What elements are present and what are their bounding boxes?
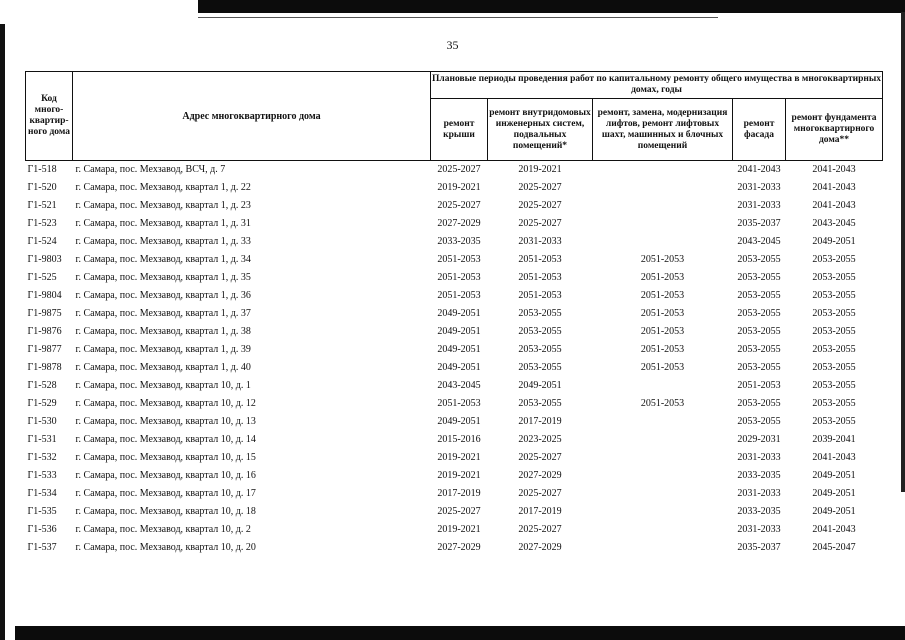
scan-border-right (901, 12, 905, 492)
header-foundation: ремонт фундамента многоквартирного дома** (786, 99, 883, 161)
cell-elevators (593, 413, 733, 431)
cell-elevators: 2051-2053 (640, 344, 685, 355)
header-roof: ремонт крыши (431, 99, 488, 161)
header-elevators: ремонт, замена, модернизация лифтов, ремонт лифтовых шахт, машинных и блочных помещений (593, 99, 733, 161)
cell-systems: 2051-2053 (518, 272, 562, 283)
cell-code: Г1-523 (27, 218, 57, 229)
cell-roof: 2033-2035 (437, 236, 481, 247)
cell-elevators: 2051-2053 (640, 290, 685, 301)
cell-roof: 2051-2053 (437, 290, 481, 301)
cell-foundation: 2053-2055 (812, 362, 856, 373)
cell-foundation: 2053-2055 (812, 308, 856, 319)
cell-code: Г1-536 (27, 524, 57, 535)
repair-schedule-table (25, 71, 883, 557)
table-row (26, 305, 883, 323)
cell-roof: 2019-2021 (437, 524, 481, 535)
cell-code: Г1-530 (27, 416, 57, 427)
cell-code: Г1-521 (27, 200, 57, 211)
cell-systems: 2049-2051 (518, 380, 562, 391)
cell-code: Г1-9875 (27, 308, 62, 319)
table-row (26, 431, 883, 449)
cell-foundation: 2041-2043 (812, 524, 856, 535)
scan-border-left (0, 24, 5, 640)
cell-facade: 2053-2055 (737, 272, 781, 283)
cell-elevators (593, 503, 733, 521)
cell-address: г. Самара, пос. Мехзавод, квартал 10, д. 16 (75, 470, 256, 481)
cell-foundation: 2041-2043 (812, 182, 856, 193)
header-periods: Плановые периоды проведения работ по капитальному ремонту общего имущества в многоквартирных домах, годы (431, 72, 883, 99)
header-facade: ремонт фасада (733, 99, 786, 161)
table-row (26, 341, 883, 359)
cell-facade: 2033-2035 (737, 470, 781, 481)
cell-roof: 2049-2051 (437, 308, 481, 319)
cell-foundation: 2041-2043 (812, 452, 856, 463)
cell-elevators: 2051-2053 (640, 272, 685, 283)
cell-code: Г1-529 (27, 398, 57, 409)
cell-code: Г1-535 (27, 506, 57, 517)
table-row (26, 503, 883, 521)
cell-systems: 2027-2029 (518, 470, 562, 481)
scan-line-top (198, 17, 718, 18)
cell-address: г. Самара, пос. Мехзавод, квартал 1, д. 22 (75, 182, 251, 193)
table-row (26, 395, 883, 413)
cell-elevators (593, 215, 733, 233)
cell-foundation: 2043-2045 (812, 218, 856, 229)
table-row (26, 539, 883, 557)
cell-address: г. Самара, пос. Мехзавод, квартал 10, д. 12 (75, 398, 256, 409)
cell-roof: 2051-2053 (437, 254, 481, 265)
cell-foundation: 2053-2055 (812, 290, 856, 301)
cell-elevators: 2051-2053 (640, 326, 685, 337)
cell-elevators (593, 233, 733, 251)
cell-code: Г1-524 (27, 236, 57, 247)
cell-facade: 2053-2055 (737, 416, 781, 427)
table-row (26, 467, 883, 485)
cell-systems: 2025-2027 (518, 524, 562, 535)
cell-code: Г1-518 (27, 164, 57, 175)
cell-address: г. Самара, пос. Мехзавод, квартал 1, д. 37 (75, 308, 251, 319)
cell-foundation: 2053-2055 (812, 254, 856, 265)
scan-border-bottom (15, 626, 905, 640)
cell-address: г. Самара, пос. Мехзавод, квартал 10, д. 2 (75, 524, 251, 535)
page-number: 35 (446, 38, 459, 52)
cell-facade: 2053-2055 (737, 254, 781, 265)
cell-roof: 2049-2051 (437, 326, 481, 337)
cell-roof: 2027-2029 (437, 218, 481, 229)
cell-address: г. Самара, пос. Мехзавод, квартал 1, д. 35 (75, 272, 251, 283)
cell-code: Г1-520 (27, 182, 57, 193)
cell-systems: 2025-2027 (518, 218, 562, 229)
cell-code: Г1-525 (27, 272, 57, 283)
table-body (26, 161, 883, 558)
cell-facade: 2035-2037 (737, 542, 781, 553)
cell-roof: 2019-2021 (437, 182, 481, 193)
table-row (26, 485, 883, 503)
cell-facade: 2035-2037 (737, 218, 781, 229)
cell-foundation: 2039-2041 (812, 434, 856, 445)
cell-systems: 2053-2055 (518, 344, 562, 355)
table-row (26, 323, 883, 341)
cell-systems: 2025-2027 (518, 488, 562, 499)
cell-address: г. Самара, пос. Мехзавод, квартал 10, д. 20 (75, 542, 256, 553)
cell-foundation: 2053-2055 (812, 326, 856, 337)
cell-address: г. Самара, пос. Мехзавод, квартал 10, д. 1 (75, 380, 251, 391)
cell-foundation: 2053-2055 (812, 344, 856, 355)
cell-code: Г1-537 (27, 542, 57, 553)
cell-roof: 2025-2027 (437, 506, 481, 517)
table-row (26, 359, 883, 377)
cell-foundation: 2053-2055 (812, 416, 856, 427)
cell-elevators (593, 539, 733, 557)
cell-facade: 2053-2055 (737, 308, 781, 319)
cell-address: г. Самара, пос. Мехзавод, квартал 1, д. 38 (75, 326, 251, 337)
cell-code: Г1-9804 (27, 290, 62, 301)
cell-foundation: 2049-2051 (812, 470, 856, 481)
table-row (26, 377, 883, 395)
table-row (26, 233, 883, 251)
cell-address: г. Самара, пос. Мехзавод, квартал 10, д. 17 (75, 488, 256, 499)
cell-foundation: 2053-2055 (812, 272, 856, 283)
cell-elevators: 2051-2053 (640, 308, 685, 319)
cell-facade: 2031-2033 (737, 524, 781, 535)
cell-facade: 2051-2053 (737, 380, 781, 391)
cell-systems: 2031-2033 (518, 236, 562, 247)
table-row (26, 287, 883, 305)
cell-code: Г1-9878 (27, 362, 62, 373)
cell-systems: 2017-2019 (518, 506, 562, 517)
cell-roof: 2025-2027 (437, 200, 481, 211)
table-row (26, 161, 883, 180)
cell-systems: 2025-2027 (518, 182, 562, 193)
cell-roof: 2049-2051 (437, 416, 481, 427)
cell-roof: 2027-2029 (437, 542, 481, 553)
table-row (26, 197, 883, 215)
cell-elevators (593, 377, 733, 395)
cell-systems: 2019-2021 (518, 164, 562, 175)
header-address: Адрес многоквартирного дома (73, 72, 431, 161)
cell-address: г. Самара, пос. Мехзавод, квартал 1, д. 39 (75, 344, 251, 355)
table-row (26, 269, 883, 287)
header-code: Код много-квартир-ного дома (26, 72, 73, 161)
cell-facade: 2043-2045 (737, 236, 781, 247)
cell-systems: 2027-2029 (518, 542, 562, 553)
cell-facade: 2031-2033 (737, 182, 781, 193)
cell-address: г. Самара, пос. Мехзавод, квартал 10, д. 18 (75, 506, 256, 517)
cell-roof: 2017-2019 (437, 488, 481, 499)
cell-roof: 2051-2053 (437, 272, 481, 283)
header-systems: ремонт внутридомовых инженерных систем, подвальных помещений* (488, 99, 593, 161)
table-row (26, 413, 883, 431)
cell-facade: 2033-2035 (737, 506, 781, 517)
cell-systems: 2025-2027 (518, 200, 562, 211)
cell-code: Г1-534 (27, 488, 57, 499)
cell-roof: 2049-2051 (437, 344, 481, 355)
cell-address: г. Самара, пос. Мехзавод, квартал 1, д. 33 (75, 236, 251, 247)
cell-address: г. Самара, пос. Мехзавод, квартал 1, д. 40 (75, 362, 251, 373)
cell-code: Г1-9876 (27, 326, 62, 337)
cell-facade: 2031-2033 (737, 200, 781, 211)
cell-code: Г1-9803 (27, 254, 62, 265)
cell-elevators (593, 179, 733, 197)
cell-elevators (593, 431, 733, 449)
cell-foundation: 2049-2051 (812, 488, 856, 499)
cell-code: Г1-9877 (27, 344, 62, 355)
cell-roof: 2025-2027 (437, 164, 481, 175)
cell-systems: 2053-2055 (518, 326, 562, 337)
cell-foundation: 2053-2055 (812, 398, 856, 409)
cell-elevators (593, 521, 733, 539)
cell-roof: 2019-2021 (437, 452, 481, 463)
cell-systems: 2017-2019 (518, 416, 562, 427)
cell-elevators: 2051-2053 (640, 254, 685, 265)
cell-foundation: 2049-2051 (812, 506, 856, 517)
cell-facade: 2053-2055 (737, 398, 781, 409)
cell-address: г. Самара, пос. Мехзавод, квартал 1, д. 31 (75, 218, 251, 229)
table-row (26, 179, 883, 197)
cell-facade: 2053-2055 (737, 344, 781, 355)
cell-foundation: 2053-2055 (812, 380, 856, 391)
cell-systems: 2023-2025 (518, 434, 562, 445)
cell-foundation: 2041-2043 (812, 164, 856, 175)
cell-facade: 2029-2031 (737, 434, 781, 445)
table-row (26, 521, 883, 539)
cell-elevators (593, 161, 733, 180)
cell-foundation: 2049-2051 (812, 236, 856, 247)
cell-elevators (593, 449, 733, 467)
table-row (26, 251, 883, 269)
cell-address: г. Самара, пос. Мехзавод, квартал 10, д. 14 (75, 434, 256, 445)
cell-elevators (593, 485, 733, 503)
cell-foundation: 2045-2047 (812, 542, 856, 553)
cell-foundation: 2041-2043 (812, 200, 856, 211)
cell-code: Г1-528 (27, 380, 57, 391)
cell-elevators (593, 197, 733, 215)
cell-address: г. Самара, пос. Мехзавод, квартал 10, д. 15 (75, 452, 256, 463)
table-row (26, 215, 883, 233)
cell-code: Г1-532 (27, 452, 57, 463)
cell-elevators (593, 467, 733, 485)
cell-facade: 2053-2055 (737, 326, 781, 337)
cell-roof: 2051-2053 (437, 398, 481, 409)
cell-address: г. Самара, пос. Мехзавод, квартал 10, д. 13 (75, 416, 256, 427)
cell-facade: 2053-2055 (737, 362, 781, 373)
cell-facade: 2041-2043 (737, 164, 781, 175)
cell-address: г. Самара, пос. Мехзавод, ВСЧ, д. 7 (75, 164, 226, 175)
table-header (26, 72, 883, 161)
cell-roof: 2043-2045 (437, 380, 481, 391)
cell-roof: 2015-2016 (437, 434, 481, 445)
cell-systems: 2051-2053 (518, 254, 562, 265)
scan-border-top (198, 0, 905, 13)
cell-systems: 2053-2055 (518, 398, 562, 409)
cell-elevators: 2051-2053 (640, 362, 685, 373)
cell-facade: 2053-2055 (737, 290, 781, 301)
cell-code: Г1-533 (27, 470, 57, 481)
table-row (26, 449, 883, 467)
cell-address: г. Самара, пос. Мехзавод, квартал 1, д. 34 (75, 254, 251, 265)
cell-roof: 2049-2051 (437, 362, 481, 373)
cell-systems: 2051-2053 (518, 290, 562, 301)
cell-facade: 2031-2033 (737, 488, 781, 499)
cell-address: г. Самара, пос. Мехзавод, квартал 1, д. 36 (75, 290, 251, 301)
cell-roof: 2019-2021 (437, 470, 481, 481)
cell-code: Г1-531 (27, 434, 57, 445)
cell-elevators: 2051-2053 (640, 398, 685, 409)
cell-systems: 2053-2055 (518, 308, 562, 319)
cell-address: г. Самара, пос. Мехзавод, квартал 1, д. 23 (75, 200, 251, 211)
cell-systems: 2053-2055 (518, 362, 562, 373)
cell-systems: 2025-2027 (518, 452, 562, 463)
cell-facade: 2031-2033 (737, 452, 781, 463)
